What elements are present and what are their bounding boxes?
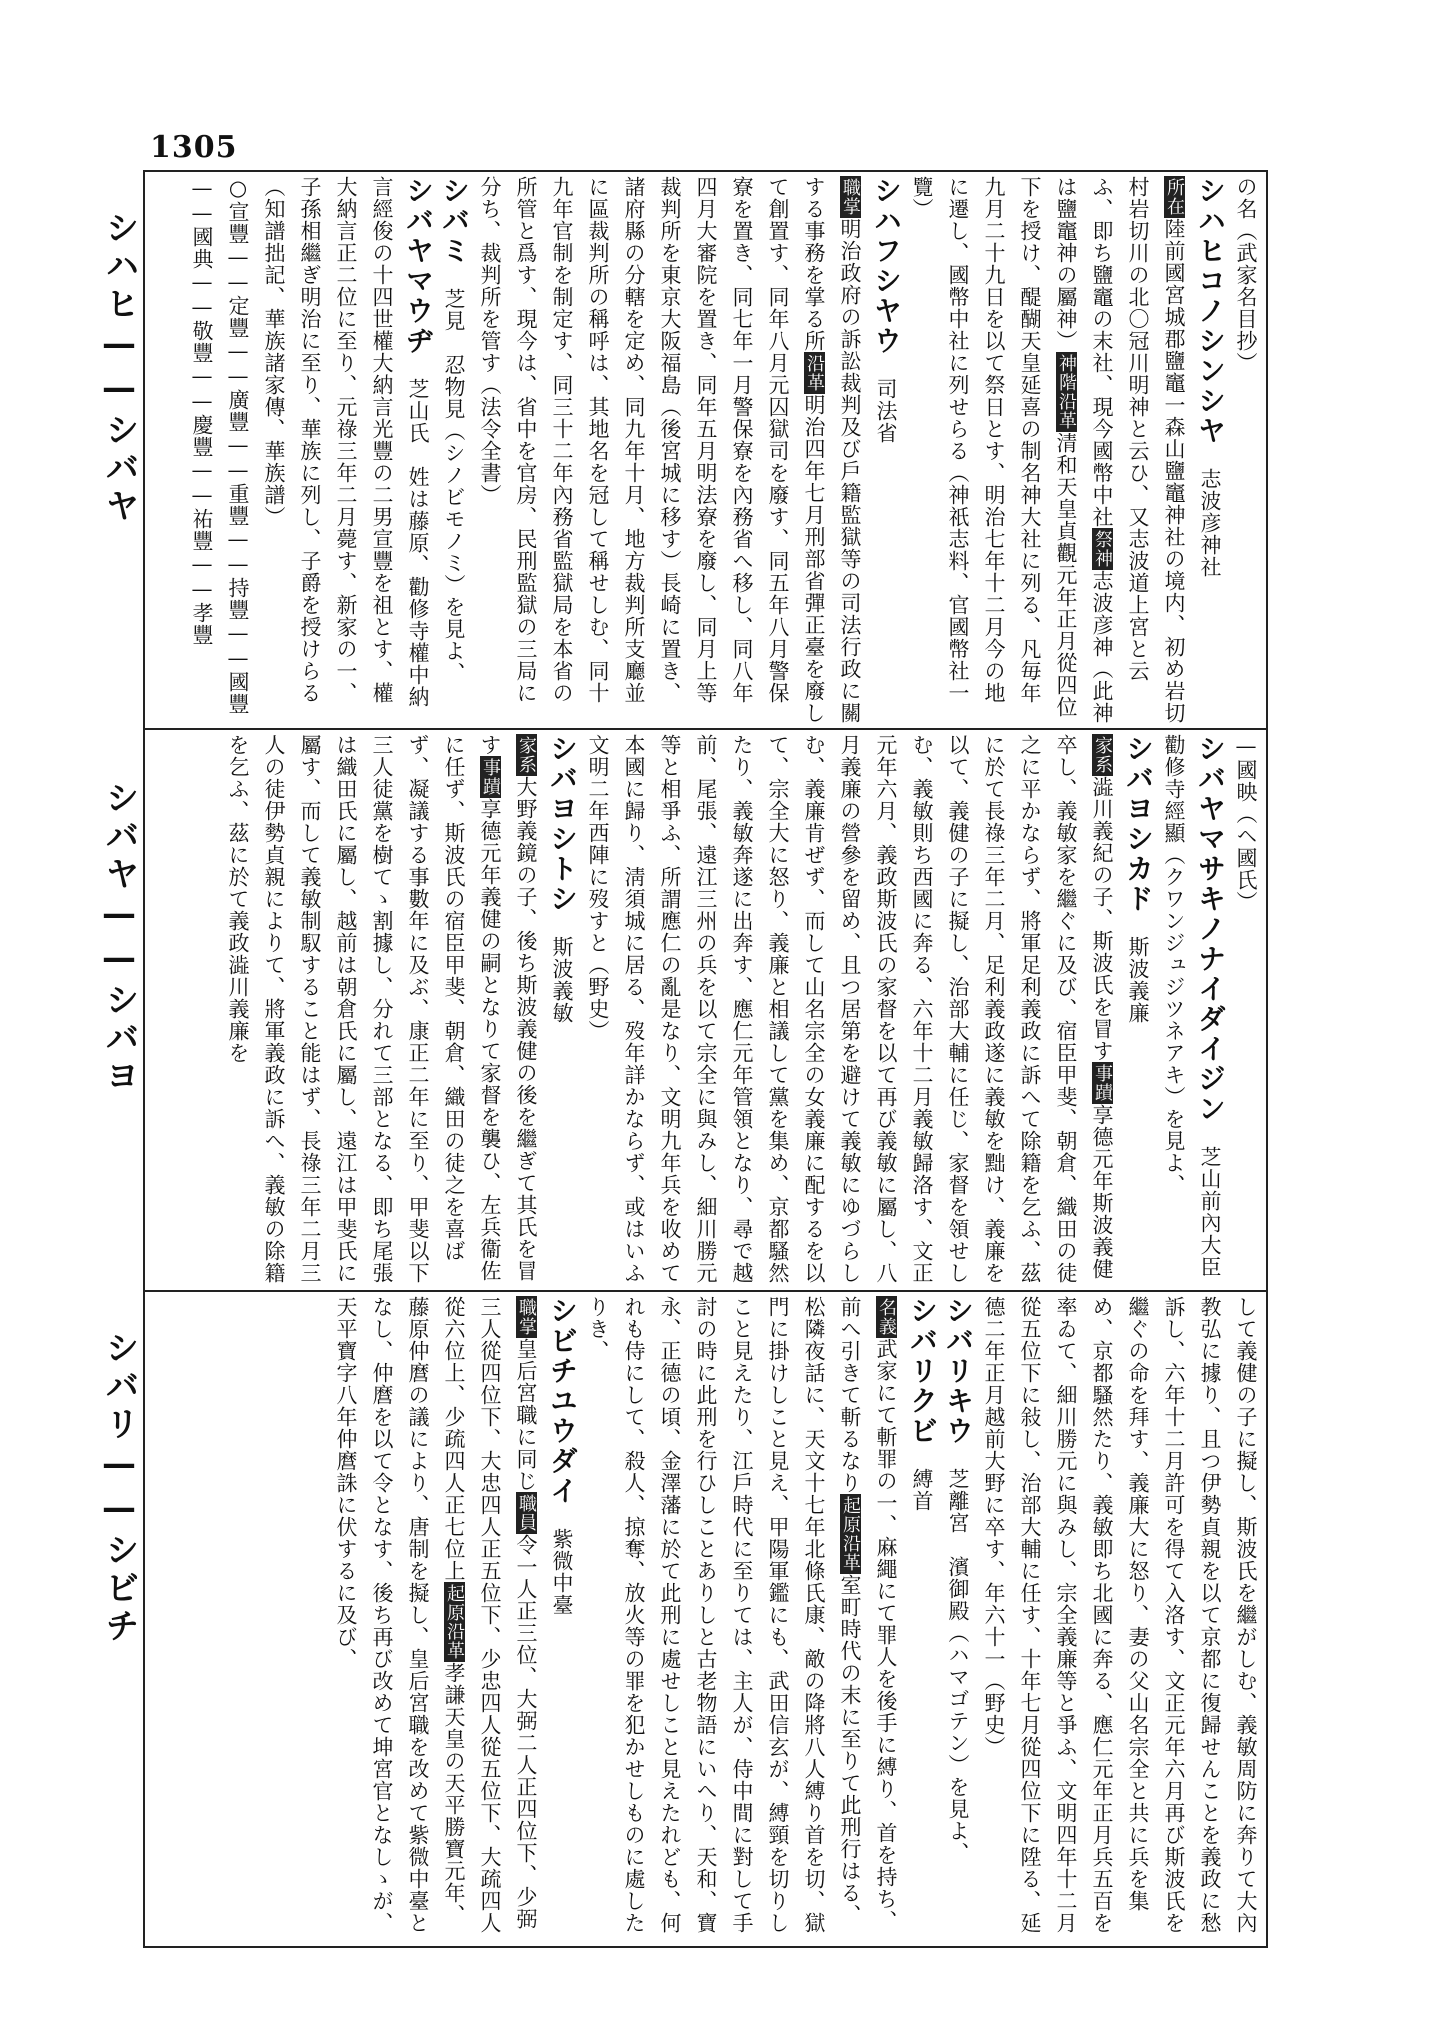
entry-body: ○宣豐——定豐——廣豐——重豐——持豐——國豐——國典——敬豐——慶豐——祐豐——孝豐	[190, 176, 250, 715]
entry-body: —國映（ヘ國氏）	[1234, 734, 1258, 913]
entry-body: 室町時代の末に至りて此刑行はる、松隣夜話に、天文十七年北條氏康、敵の降將八人縛り首を切、獄門に掛けしこと見え、甲陽軍鑑にも、武田信玄が、縛頸を切りしこと見えたり、江戶時代に至りては、主人が、侍中間に對して手討の時に此刑を行ひしことありしと古老物語にいへり、天和、寶永、正德の頃、金澤藩に於て此刑に處せしこと見えたれども、何れも侍にして、殺人、掠奪、放火等の罪を犯かせしものに處したりき、	[586, 1296, 862, 1934]
entry-tag: 家系	[1092, 736, 1113, 774]
entry-body: して義健の子に擬し、斯波氏を繼がしむ、義敏周防に奔りて大內教弘に據り、且つ伊勢貞親を以て京都に復歸せんことを義政に愁訴し、六年十二月許可を得て入洛す、文正元年六月再び斯波氏を繼ぐの命を拜す、義廉大に怒り、妻の父山名宗全と共に兵を集め、京都騷然たり、義敏即ち北國に奔る、應仁元年正月兵五百を率ゐて、細川勝元に與みし、宗全義廉等と爭ふ、文明四年十二月從五位下に敍し、治部大輔に任す、十年七月從四位下に陞る、延德二年正月越前大野に卒す、年六十一（野史）	[982, 1296, 1258, 1934]
entry-body: 明治政府の訴訟裁判及び戶籍監獄等の司法行政に關する事務を掌る所	[802, 176, 862, 724]
entry-body: の名（武家名目抄）	[1234, 176, 1258, 374]
entry-heading: シバミ	[438, 176, 471, 266]
side-index-label: シハヒ——シバヤ	[99, 210, 139, 526]
entry-tag: 家系	[516, 736, 537, 774]
entry-heading: シバヤマウヂ	[402, 176, 435, 356]
entry-body: 志波彦神社	[1198, 446, 1222, 578]
entry-body: 武家にて斬罪の一、麻繩にて罪人を後手に縛り、首を持ち、前へ引きて斬るなり	[838, 1296, 898, 1932]
section-text	[328, 1296, 1264, 1942]
entry-text	[478, 176, 826, 724]
section-text	[184, 176, 1264, 724]
entry-heading: シバリキウ	[942, 1296, 975, 1446]
entry-tag: 祭神	[1092, 530, 1113, 568]
entry-heading-line	[940, 1296, 976, 1942]
entry-heading: シバヨシカド	[1122, 734, 1155, 914]
entry-heading-line	[544, 1296, 580, 1942]
entry-body: 志波彦神（此神は鹽竈神の屬神）	[1054, 176, 1114, 724]
section-text	[220, 734, 1264, 1300]
section-2	[147, 734, 1264, 1300]
entry-heading: シバリクビ	[906, 1296, 939, 1446]
entry-body: 芝見 忍物見（シノビモノミ）を見よ、	[442, 266, 466, 684]
entry-text	[1234, 734, 1258, 913]
entry-tag: 沿革	[804, 354, 825, 392]
entry-text	[1090, 734, 1114, 1062]
entry-heading-line	[256, 176, 436, 724]
entry-heading: シバヤマサキノナイダイジン	[1194, 734, 1227, 1124]
entry-body: 芝山前內大臣 勸修寺經顯（クワンジュジツネアキ）を見よ、	[1162, 734, 1222, 1300]
entry-text	[1234, 176, 1258, 374]
entry-tag: 職掌	[516, 1298, 537, 1336]
section-divider	[143, 728, 1268, 730]
entry-text	[910, 176, 1078, 718]
entry-heading-line	[1156, 734, 1228, 1300]
section-1	[147, 176, 1264, 724]
entry-body: 皇后宮職に同じ	[514, 1338, 538, 1492]
entry-heading: シハヒコノシンシヤ	[1194, 176, 1227, 446]
entry-body: 芝山氏 姓は藤原、勸修寺權中納言經俊の十四世權大納言光豐の二男宣豐を祖とす、權大納言正二位に至り、元祿三年二月薨す、新家の一、子孫相繼ぎ明治に至り、華族に列し、子爵を授けらる（知譜拙記、華族諸家傳、華族譜）	[262, 176, 430, 708]
page-number: 1305	[150, 130, 238, 165]
entry-body: 陸前國宮城郡鹽竈一森山鹽竈神社の境内、初め岩切村岩切川の北〇冠川明神と云ひ、又志波道上宮と云ふ、即ち鹽竈の末社、現今國幣中社	[1090, 176, 1186, 724]
entry-tag: 起原沿革	[444, 1584, 465, 1660]
entry-text	[190, 176, 250, 715]
entry-body: 紫微中臺	[550, 1506, 574, 1616]
entry-heading-line	[1120, 734, 1156, 1286]
entry-tag: 起原沿革	[840, 1496, 861, 1572]
entry-heading: シハフシヤウ	[870, 176, 903, 356]
entry-tag: 事蹟	[1092, 1064, 1113, 1102]
entry-body: 縛首	[910, 1446, 934, 1512]
entry-tag: 神階沿革	[1056, 354, 1077, 430]
entry-tag: 事蹟	[480, 758, 501, 796]
side-index-label: シバリ——シビチ	[99, 1330, 139, 1646]
entry-body: 享德元年斯波義健卒し、義敏家を繼ぐに及び、宿臣甲斐、朝倉、織田の徒之に平かならず、將軍足利義政に訴へて除籍を乞ふ、茲に於て長祿三年二月、足利義政遂に義敏を黜け、義廉を以て、義健の子に擬し、治部大輔に任じ、家督を領せしむ、義敏則ち西國に奔る、六年十二月義敏歸洛す、文正元年六月、義政斯波氏の家督を以て再び義敏に屬し、八月義廉の營參を留め、且つ居第を避けて義敏にゆづらしむ、義廉肯ぜず、而して山名宗全の女義廉に配するを以て、宗全大に怒り、義廉と相議して黨を集め、京都騷然たり、義敏奔遂に出奔す、應仁元年管領となり、尋で越前、尾張、遠江三州の兵を以て宗全に與みし、細川勝元等と相爭ふ、所謂應仁の亂是なり、文明九年兵を收めて本國に歸り、淸須城に居る、歿年詳かならず、或はいふ文明二年西陣に歿すと（野史）	[586, 734, 1114, 1284]
entry-heading: シビチユウダイ	[546, 1296, 579, 1506]
entry-heading-line	[904, 1296, 940, 1942]
entry-text	[586, 1296, 862, 1934]
entry-body: 司法省	[874, 356, 898, 444]
entry-heading-line	[544, 734, 580, 1286]
entry-body: 清和天皇貞觀元年正月從四位下を授け、醍醐天皇延喜の制名神大社に列る、凡毎年九月二十九日を以て祭日とす、明治七年十二月今の地に遷し、國幣中社に列せらる（神祇志料、官國幣社一覽）	[910, 176, 1078, 718]
entry-body: 芝離宮 濱御殿（ハマゴテン）を見よ、	[946, 1446, 970, 1864]
entry-heading-line	[436, 176, 472, 724]
section-divider	[143, 1290, 1268, 1292]
entry-tag: 所在	[1164, 178, 1185, 216]
side-index-label: シバヤ——シバヨ	[99, 780, 139, 1096]
entry-text	[982, 1296, 1258, 1934]
entry-tag: 職掌	[840, 178, 861, 216]
entry-text	[586, 734, 1114, 1284]
entry-text	[226, 734, 502, 1284]
entry-body: 斯波義敏	[550, 914, 574, 1024]
entry-body: 斯波義廉	[1126, 914, 1150, 1024]
entry-tag: 名義	[876, 1298, 897, 1336]
entry-body: 孝謙天皇の天平勝寶元年、藤原仲麿の議により、唐制を擬し、皇后宮職を改めて紫微中臺となし、仲麿を以て令となす、後ち再び改めて坤宮官となしゝが、天平寶字八年仲麿誅に伏するに及び、	[334, 1296, 466, 1934]
entry-text	[514, 1296, 538, 1492]
section-3	[147, 1296, 1264, 1942]
entry-body: 令一人正三位、大弼二人正四位下、少弼三人從四位下、大忠四人正五位下、少忠四人從五位下、大疏四人從六位上、少疏四人正七位上	[442, 1296, 538, 1934]
entry-body: 明治四年七月刑部省彈正臺を廢して創置す、同年八月元囚獄司を廢す、同五年八月警保寮を置き、同七年一月警保寮を內務省へ移し、同八年四月大審院を置き、同年五月明法寮を廢し、同月上等裁判所を東京大阪福島（後宮城に移す）長崎に置き、諸府縣の分轄を定め、同九年十月、地方裁判所支廳並に區裁判所の稱呼は、其地名を冠して稱せしむ、同十九年官制を制定す、同三十二年內務省監獄局を本省の所管と爲す、現今は、省中を官房、民刑監獄の三局に分ち、裁判所を管す（法令全書）	[478, 176, 826, 724]
entry-tag: 職員	[516, 1494, 537, 1532]
entry-body: 大野義鏡の子、後ち斯波義健の後を繼ぎて其氏を冒す	[478, 734, 538, 1282]
entry-heading: シバヨシトシ	[546, 734, 579, 914]
entry-heading-line	[1192, 176, 1228, 724]
entry-body: 澁川義紀の子、斯波氏を冒す	[1090, 776, 1114, 1062]
entry-heading-line	[868, 176, 904, 724]
entry-body: 享德元年義健の嗣となりて家督を襲ひ、左兵衞佐に任ず、斯波氏の宿臣甲斐、朝倉、織田の徒之を喜ばず、凝議する事數年に及ぶ、康正二年に至り、甲斐以下三人徒黨を樹てゝ割據し、分れて三部となる、即ち尾張は織田氏に屬し、越前は朝倉氏に屬し、遠江は甲斐氏に屬す、而して義敏制馭すること能はず、長祿三年二月三人の徒伊勢貞親によりて、將軍義政に訴へ、義敏の除籍を乞ふ、茲に於て義政澁川義廉を	[226, 734, 502, 1284]
